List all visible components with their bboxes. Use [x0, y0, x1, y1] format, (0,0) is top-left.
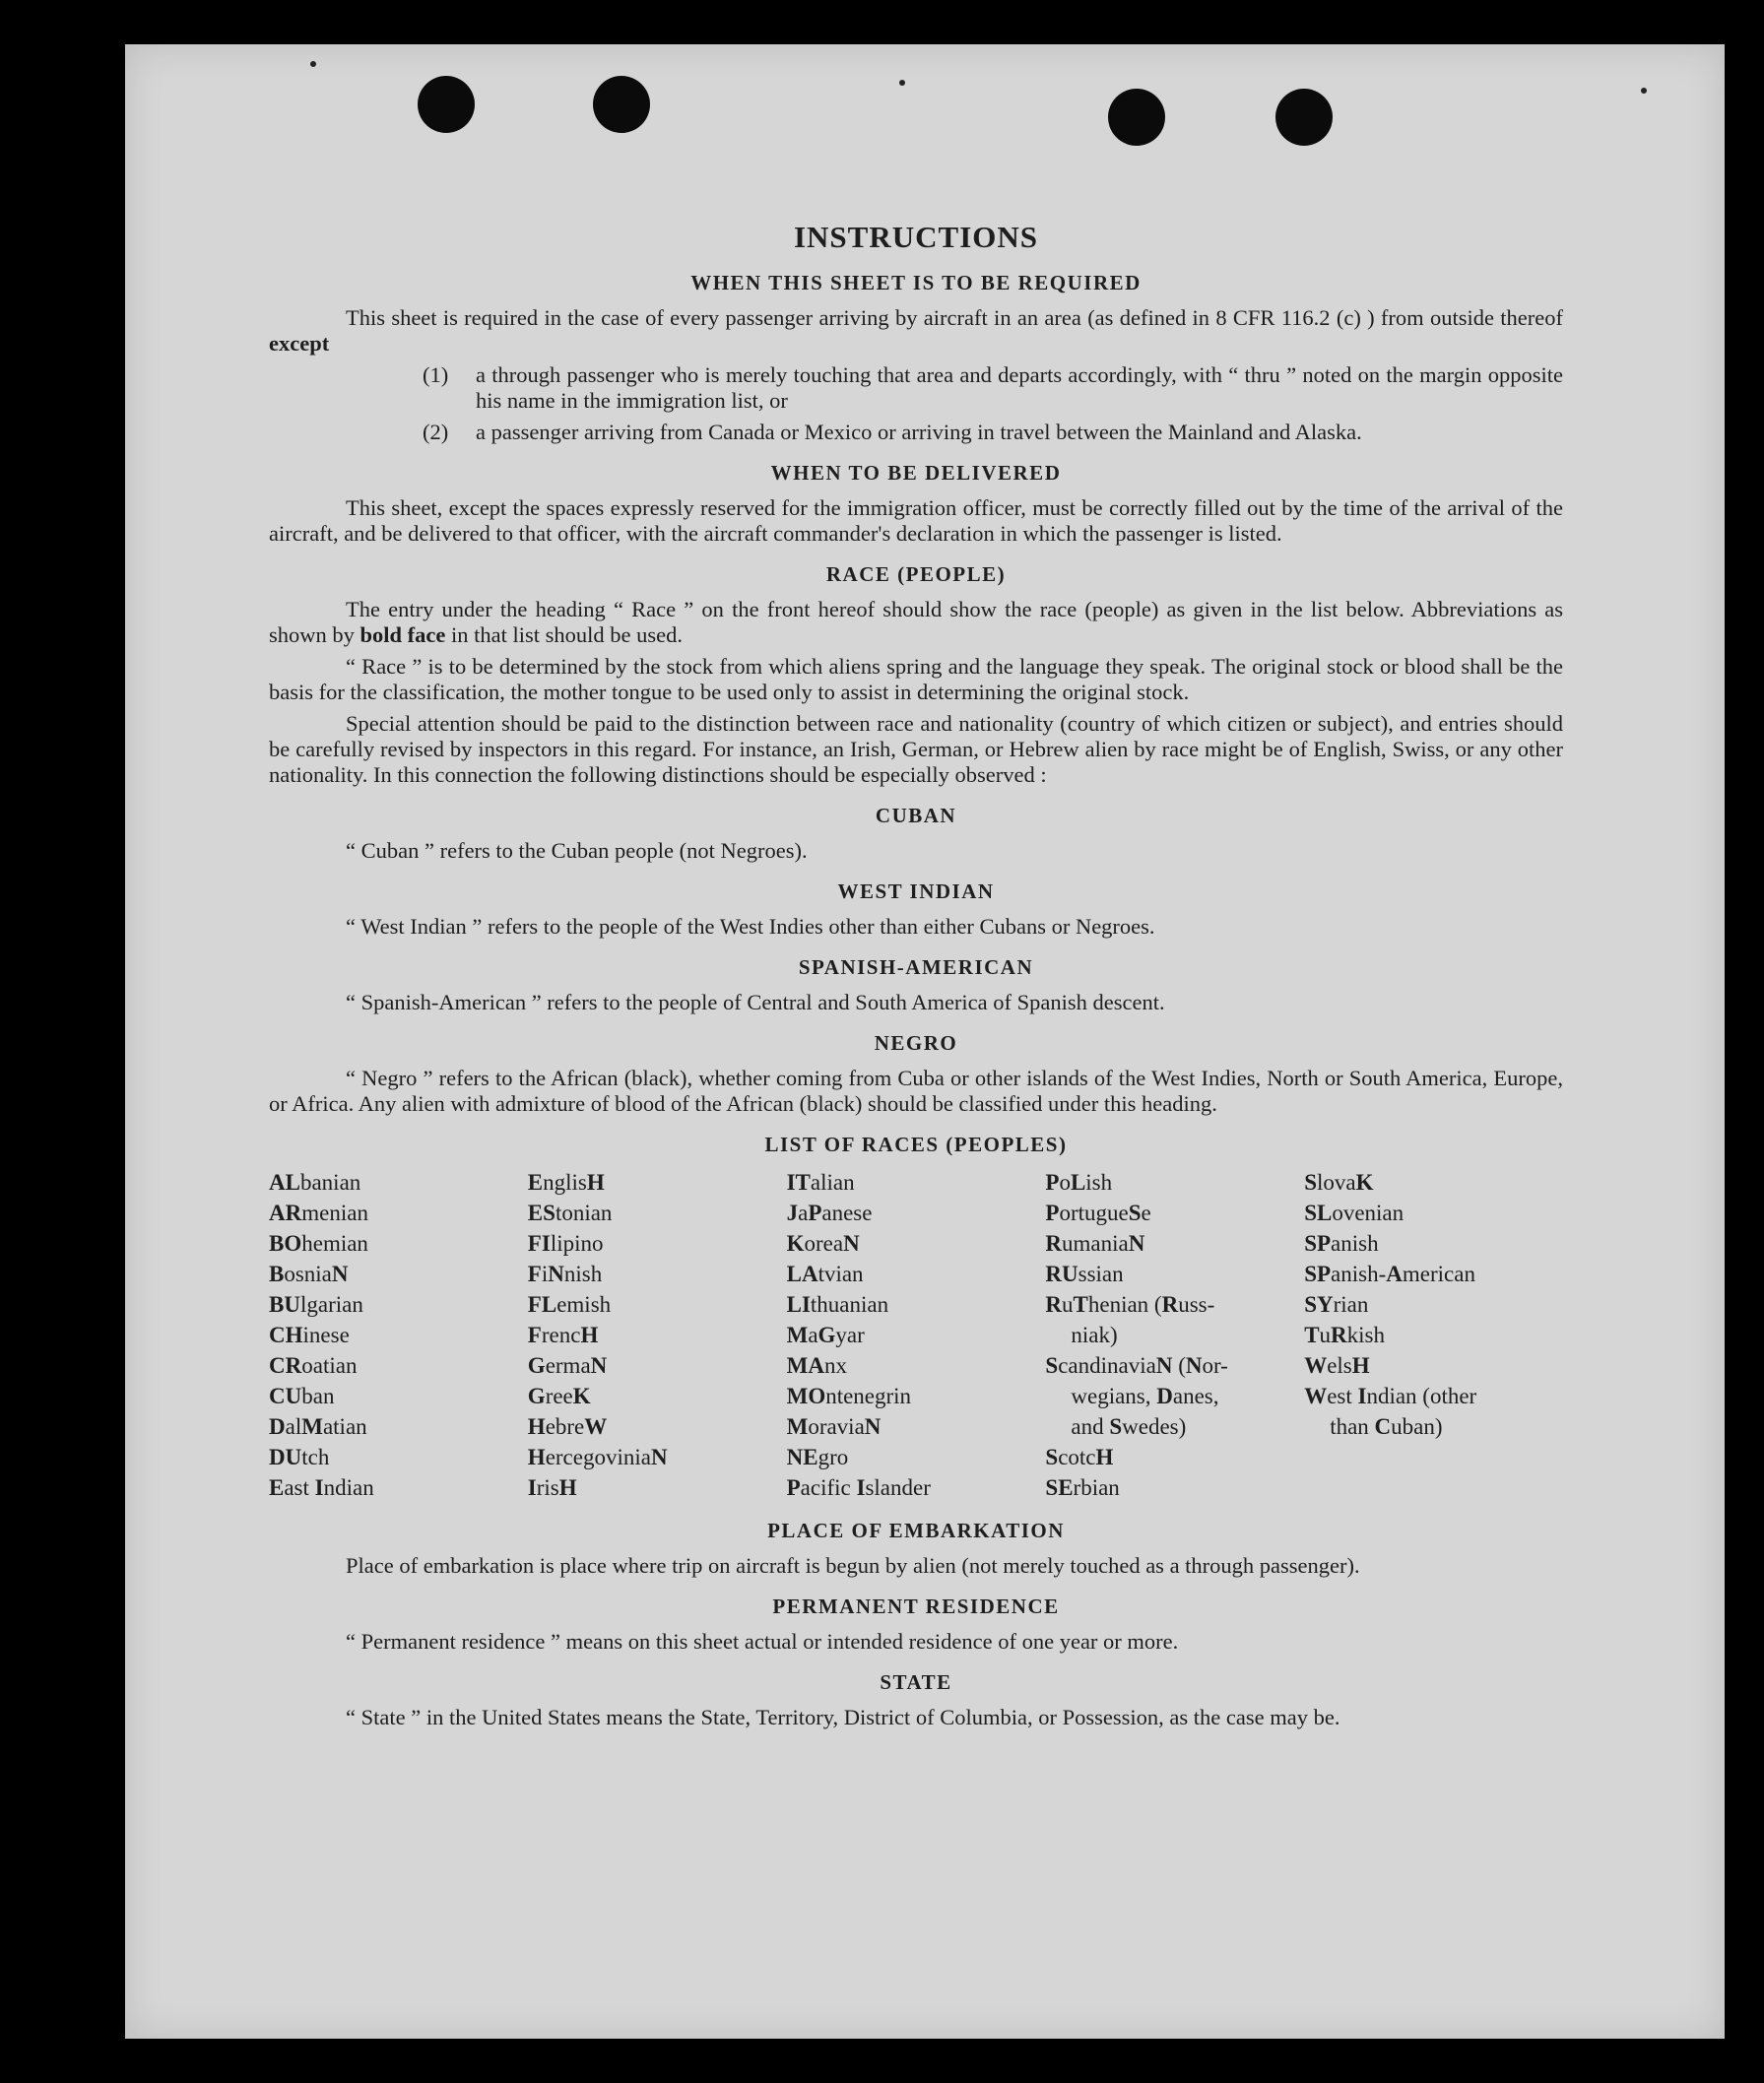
- paragraph-spanish-american: “ Spanish-American ” refers to the people of Central and South America of Spanish descent.: [346, 990, 1165, 1014]
- section-heading-when-required: WHEN THIS SHEET IS TO BE REQUIRED: [690, 271, 1142, 294]
- page-title: INSTRUCTIONS: [793, 220, 1038, 254]
- races-column: [1045, 1167, 1304, 1503]
- race-entry: FIlipino: [527, 1231, 604, 1256]
- race-entry: ScotcH: [1045, 1445, 1114, 1469]
- race-entry: RumaniaN: [1045, 1231, 1145, 1256]
- race-entry: SErbian: [1045, 1475, 1120, 1500]
- race-entry: wegians, Danes,: [1071, 1384, 1219, 1408]
- paragraph-state: “ State ” in the United States means the State, Territory, District of Columbia, or Possession, as the case may be.: [346, 1705, 1340, 1729]
- race-entry: KoreaN: [786, 1231, 860, 1256]
- section-heading-when-delivered: WHEN TO BE DELIVERED: [770, 461, 1062, 485]
- race-entry: WelsH: [1304, 1353, 1370, 1378]
- race-entry: SPanish: [1304, 1231, 1379, 1256]
- race-entry: EnglisH: [527, 1170, 605, 1195]
- paragraph-race-entry: The entry under the heading “ Race ” on the front hereof should show the race (people) as given in the list below. Abbreviations as shown by bold face in that list should be used.: [269, 597, 1563, 647]
- race-entry: CUban: [269, 1384, 335, 1408]
- section-heading-state: STATE: [880, 1670, 952, 1694]
- race-entry: EStonian: [527, 1201, 613, 1225]
- race-entry: PortugueSe: [1045, 1201, 1151, 1225]
- section-heading-west-indian: WEST INDIAN: [837, 879, 995, 903]
- race-entry: GermaN: [527, 1353, 608, 1378]
- race-entry: than Cuban): [1330, 1414, 1443, 1439]
- section-heading-negro: NEGRO: [874, 1031, 958, 1055]
- section-heading-race: RACE (PEOPLE): [825, 562, 1007, 586]
- punch-hole: [1275, 89, 1333, 146]
- race-entry: PoLish: [1045, 1170, 1113, 1195]
- race-entry: RUssian: [1045, 1262, 1124, 1286]
- race-entry: IrisH: [527, 1475, 577, 1500]
- race-entry: RuThenian (Russ-: [1045, 1292, 1215, 1317]
- paragraph-cuban: “ Cuban ” refers to the Cuban people (not Negroes).: [346, 838, 808, 863]
- race-entry: LIthuanian: [786, 1292, 889, 1317]
- section-heading-spanish-american: SPANISH-AMERICAN: [798, 955, 1034, 979]
- race-entry: CRoatian: [269, 1353, 358, 1378]
- races-column: [528, 1167, 787, 1503]
- paragraph-west-indian: “ West Indian ” refers to the people of the West Indies other than either Cubans or Negroes.: [346, 914, 1155, 939]
- race-entry: LAtvian: [786, 1262, 864, 1286]
- race-entry: CHinese: [269, 1323, 350, 1347]
- race-entry: MaGyar: [786, 1323, 865, 1347]
- race-entry: HebreW: [527, 1414, 608, 1439]
- race-entry: BOhemian: [269, 1231, 368, 1256]
- race-entry: GreeK: [527, 1384, 591, 1408]
- race-entry: JaPanese: [786, 1201, 873, 1225]
- dust-speck: [310, 61, 316, 67]
- race-entry: SlovaK: [1304, 1170, 1374, 1195]
- race-entry: DalMatian: [269, 1414, 367, 1439]
- exception-item: (2) a passenger arriving from Canada or Mexico or arriving in travel between the Mainland and Alaska.: [423, 420, 1362, 444]
- race-entry: SLovenian: [1304, 1201, 1405, 1225]
- races-column: [787, 1167, 1046, 1503]
- races-column: [1304, 1167, 1563, 1503]
- paragraph-race-nationality: Special attention should be paid to the distinction between race and nationality (country of which citizen or subject), and entries should be carefully revised by inspectors in this regard. For instance, an Irish, German, or Hebrew alien by race might be of English, Swiss, or any other nationality. In this connection the following distinctions should be especially observed :: [269, 711, 1563, 787]
- race-entry: MAnx: [786, 1353, 847, 1378]
- section-heading-list-of-races: LIST OF RACES (PEOPLES): [764, 1133, 1068, 1156]
- race-entry: MOntenegrin: [786, 1384, 912, 1408]
- race-entry: Pacific Islander: [786, 1475, 931, 1500]
- punch-hole: [1108, 89, 1165, 146]
- punch-hole: [418, 76, 475, 133]
- paragraph-negro: “ Negro ” refers to the African (black), whether coming from Cuba or other islands of the West Indies, North or South America, Europe, or Africa. Any alien with admixture of blood of the African (black) should be classified under this heading.: [269, 1066, 1563, 1116]
- exception-item: (1) a through passenger who is merely touching that area and departs accordingly, with “ thru ” noted on the margin opposite his name in the immigration list, or: [423, 362, 1563, 413]
- dust-speck: [899, 80, 905, 86]
- race-entry: FLemish: [527, 1292, 612, 1317]
- race-entry: FrencH: [527, 1323, 599, 1347]
- race-entry: TuRkish: [1304, 1323, 1385, 1347]
- section-heading-cuban: CUBAN: [875, 804, 957, 827]
- paragraph-embarkation: Place of embarkation is place where trip on aircraft is begun by alien (not merely touched as a through passenger).: [346, 1553, 1360, 1578]
- race-entry: DUtch: [269, 1445, 330, 1469]
- races-column: [269, 1167, 528, 1503]
- section-heading-residence: PERMANENT RESIDENCE: [772, 1595, 1060, 1618]
- section-heading-embarkation: PLACE OF EMBARKATION: [767, 1519, 1065, 1542]
- instructions-content: [269, 172, 1563, 1736]
- race-entry: HercegoviniaN: [527, 1445, 668, 1469]
- paragraph-residence: “ Permanent residence ” means on this sheet actual or intended residence of one year or more.: [346, 1629, 1179, 1654]
- paragraph-when-required: This sheet is required in the case of every passenger arriving by aircraft in an area (as defined in 8 CFR 116.2 (c) ) from outside thereof except: [269, 305, 1563, 356]
- race-entry: East Indian: [269, 1475, 374, 1500]
- race-entry: SPanish-American: [1304, 1262, 1475, 1286]
- race-entry: ARmenian: [269, 1201, 368, 1225]
- race-entry: SYrian: [1304, 1292, 1369, 1317]
- race-entry: MoraviaN: [786, 1414, 882, 1439]
- race-entry: FiNnish: [527, 1262, 603, 1286]
- race-entry: BosniaN: [269, 1262, 349, 1286]
- race-entry: BUlgarian: [269, 1292, 363, 1317]
- race-entry: ITalian: [786, 1170, 855, 1195]
- document-sheet: [125, 44, 1725, 2039]
- punch-hole: [593, 76, 650, 133]
- race-entry: ScandinaviaN (Nor-: [1045, 1353, 1228, 1378]
- race-entry: niak): [1071, 1323, 1118, 1347]
- dust-speck: [1641, 88, 1647, 94]
- paragraph-when-delivered: This sheet, except the spaces expressly reserved for the immigration officer, must be correctly filled out by the time of the arrival of the aircraft, and be delivered to that officer, with the aircraft commander's declaration in which the passenger is listed.: [269, 495, 1563, 546]
- race-entry: NEgro: [786, 1445, 849, 1469]
- race-entry: and Swedes): [1071, 1414, 1187, 1439]
- race-entry: ALbanian: [269, 1170, 361, 1195]
- race-entry: West Indian (other: [1304, 1384, 1477, 1408]
- races-list: [269, 1167, 1563, 1503]
- paragraph-race-definition: “ Race ” is to be determined by the stock from which aliens spring and the language they speak. The original stock or blood shall be the basis for the classification, the mother tongue to be used only to assist in determining the original stock.: [269, 654, 1563, 704]
